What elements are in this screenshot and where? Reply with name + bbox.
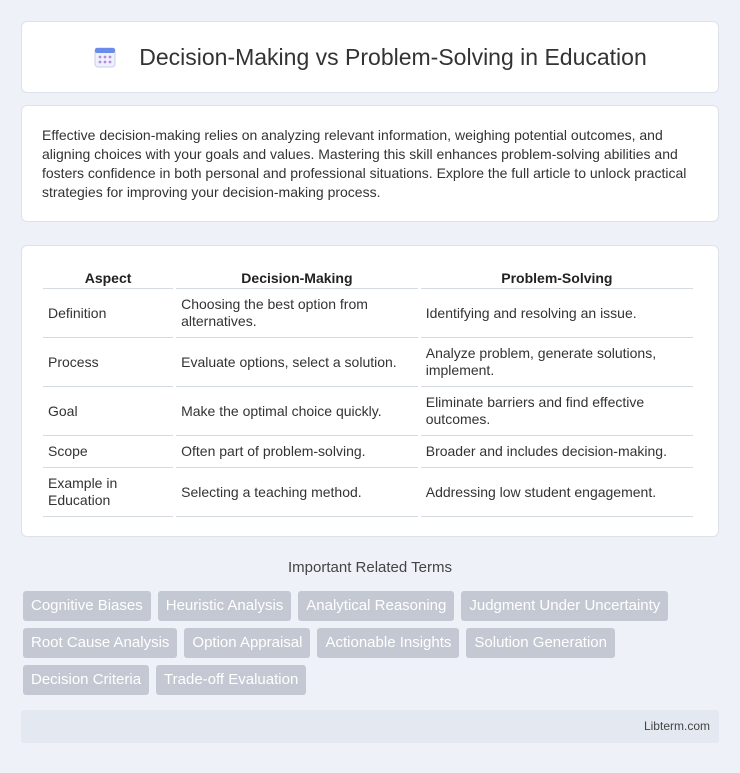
table-cell: Often part of problem-solving. <box>176 436 418 468</box>
table-cell: Identifying and resolving an issue. <box>421 289 693 338</box>
table-cell: Choosing the best option from alternatives. <box>176 289 418 338</box>
table-row <box>43 338 693 387</box>
table-cell: Process <box>43 338 173 387</box>
table-row <box>43 468 693 517</box>
table-cell: Make the optimal choice quickly. <box>176 387 418 436</box>
table-cell: Evaluate options, select a solution. <box>176 338 418 387</box>
term-tag[interactable]: Option Appraisal <box>184 628 310 658</box>
footer-site-link[interactable]: Libterm.com <box>643 719 710 733</box>
table-row <box>43 436 693 468</box>
term-tag[interactable]: Judgment Under Uncertainty <box>461 591 668 621</box>
term-tag[interactable]: Analytical Reasoning <box>298 591 454 621</box>
table-cell: Scope <box>43 436 173 468</box>
table-cell: Example in Education <box>43 468 173 517</box>
term-tag[interactable]: Decision Criteria <box>23 665 149 695</box>
footer <box>21 710 719 743</box>
table-cell: Addressing low student engagement. <box>421 468 693 517</box>
header-problem-solving: Problem-Solving <box>421 264 693 289</box>
table-cell: Analyze problem, generate solutions, implement. <box>421 338 693 387</box>
comparison-table-card <box>21 245 719 537</box>
table-cell: Goal <box>43 387 173 436</box>
term-tag[interactable]: Root Cause Analysis <box>23 628 177 658</box>
calendar-icon <box>93 45 117 69</box>
comparison-table <box>40 264 696 517</box>
table-cell: Definition <box>43 289 173 338</box>
term-tag[interactable]: Solution Generation <box>466 628 615 658</box>
term-tag[interactable]: Heuristic Analysis <box>158 591 292 621</box>
related-terms-title: Important Related Terms <box>288 559 452 576</box>
title-card <box>21 21 719 93</box>
term-tag[interactable]: Cognitive Biases <box>23 591 151 621</box>
related-terms-list <box>23 591 723 702</box>
table-row <box>43 289 693 338</box>
table-cell: Broader and includes decision-making. <box>421 436 693 468</box>
intro-text: Effective decision-making relies on analyzing relevant information, weighing potential outcomes, and aligning choices with your goals and values. Mastering this skill enhances problem-solving abilities and fosters confidence in both personal and professional situations. Explore the full article to unlock practical strategies for improving your decision-making process. <box>42 127 687 200</box>
header-aspect: Aspect <box>43 264 173 289</box>
term-tag[interactable]: Actionable Insights <box>317 628 459 658</box>
page-title: Decision-Making vs Problem-Solving in Education <box>139 43 647 70</box>
table-header-row <box>43 264 693 289</box>
term-tag[interactable]: Trade-off Evaluation <box>156 665 306 695</box>
header-decision-making: Decision-Making <box>176 264 418 289</box>
table-cell: Selecting a teaching method. <box>176 468 418 517</box>
table-row <box>43 387 693 436</box>
table-cell: Eliminate barriers and find effective outcomes. <box>421 387 693 436</box>
intro-card <box>21 105 719 222</box>
